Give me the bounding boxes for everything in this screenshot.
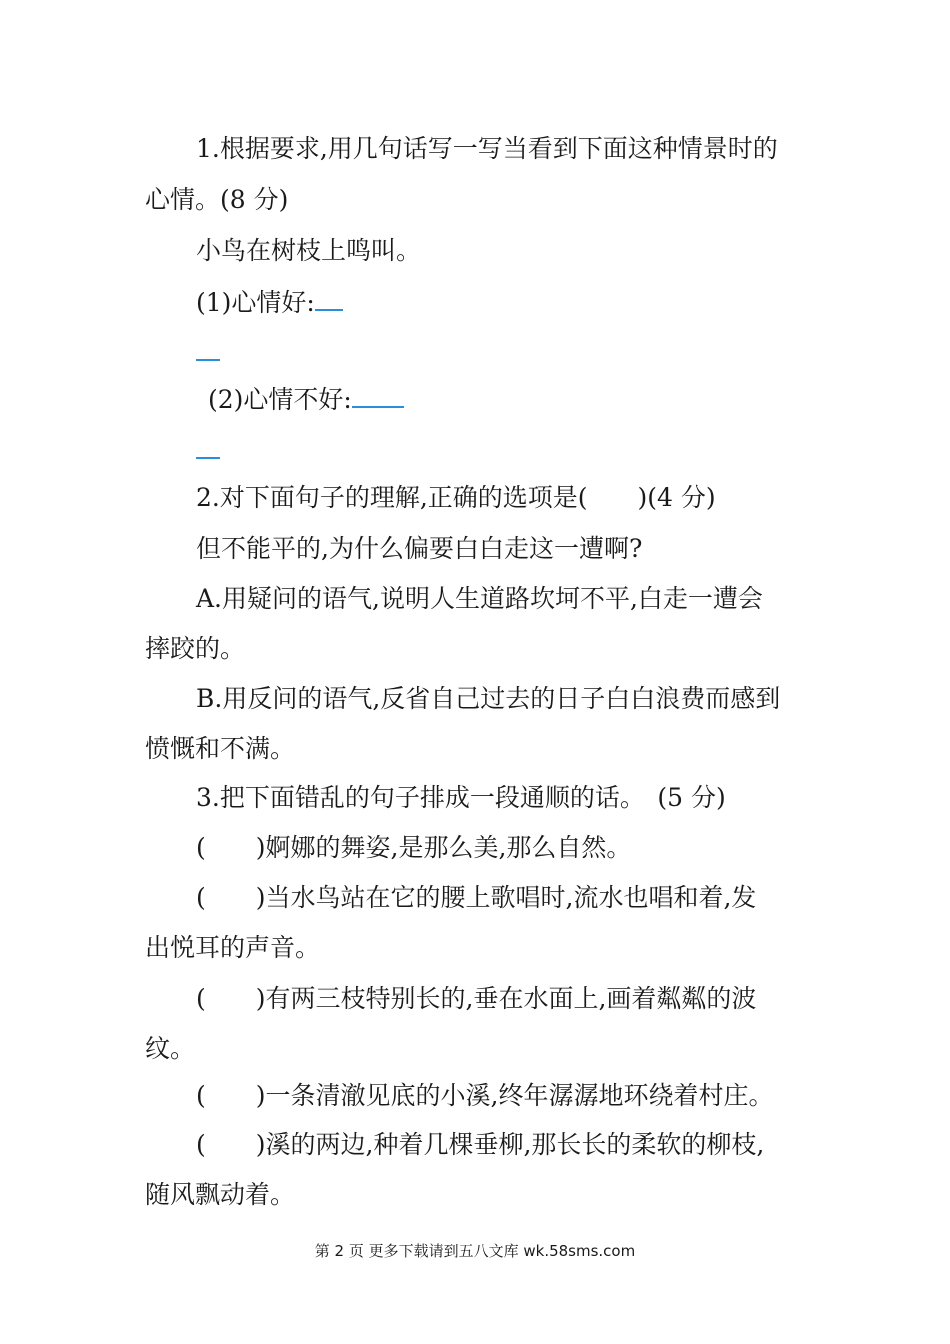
answer-blank[interactable] (352, 384, 404, 408)
q2-option-a-line2: 摔跤的。 (145, 634, 246, 663)
q3-sentence-5-line1: ( )溪的两边,种着几棵垂柳,那长长的柔软的柳枝, (196, 1130, 765, 1159)
answer-blank[interactable] (315, 287, 343, 311)
q1-item2-label: (2)心情不好: (208, 385, 352, 414)
q3-sentence-4: ( )一条清澈见底的小溪,终年潺潺地环绕着村庄。 (196, 1081, 774, 1110)
q2-option-b-line2: 愤慨和不满。 (145, 734, 296, 763)
q3-sentence-3-line2: 纹。 (145, 1034, 196, 1063)
q1-item1-continuation (196, 336, 220, 370)
answer-blank[interactable] (196, 435, 220, 459)
q2-option-a-line1: A.用疑问的语气,说明人生道路坎坷不平,白走一遭会 (196, 584, 763, 613)
q1-scene: 小鸟在树枝上鸣叫。 (196, 236, 422, 265)
answer-blank[interactable] (196, 337, 220, 361)
q1-item2 (208, 383, 404, 417)
page-footer: 第 2 页 更多下载请到五八文库 wk.58sms.com (314, 1242, 636, 1260)
q3-sentence-2-line2: 出悦耳的声音。 (145, 933, 321, 962)
q1-item2-continuation (196, 434, 220, 468)
q1-item1 (196, 286, 343, 320)
q2-prompt: 2.对下面句子的理解,正确的选项是( )(4 分) (196, 483, 716, 512)
q2-option-b-line1: B.用反问的语气,反省自己过去的日子白白浪费而感到 (196, 684, 781, 713)
q3-sentence-3-line1: ( )有两三枝特别长的,垂在水面上,画着粼粼的波 (196, 984, 757, 1013)
q1-prompt-line1: 1.根据要求,用几句话写一写当看到下面这种情景时的 (196, 134, 778, 163)
q3-sentence-1: ( )婀娜的舞姿,是那么美,那么自然。 (196, 833, 632, 862)
q1-prompt-line2: 心情。(8 分) (145, 185, 289, 214)
q3-sentence-5-line2: 随风飘动着。 (145, 1180, 296, 1209)
q2-sentence: 但不能平的,为什么偏要白白走这一遭啊? (196, 534, 643, 563)
q1-item1-label: (1)心情好: (196, 288, 315, 317)
q3-sentence-2-line1: ( )当水鸟站在它的腰上歌唱时,流水也唱和着,发 (196, 883, 757, 912)
q3-prompt: 3.把下面错乱的句子排成一段通顺的话。 (5 分) (196, 783, 726, 812)
